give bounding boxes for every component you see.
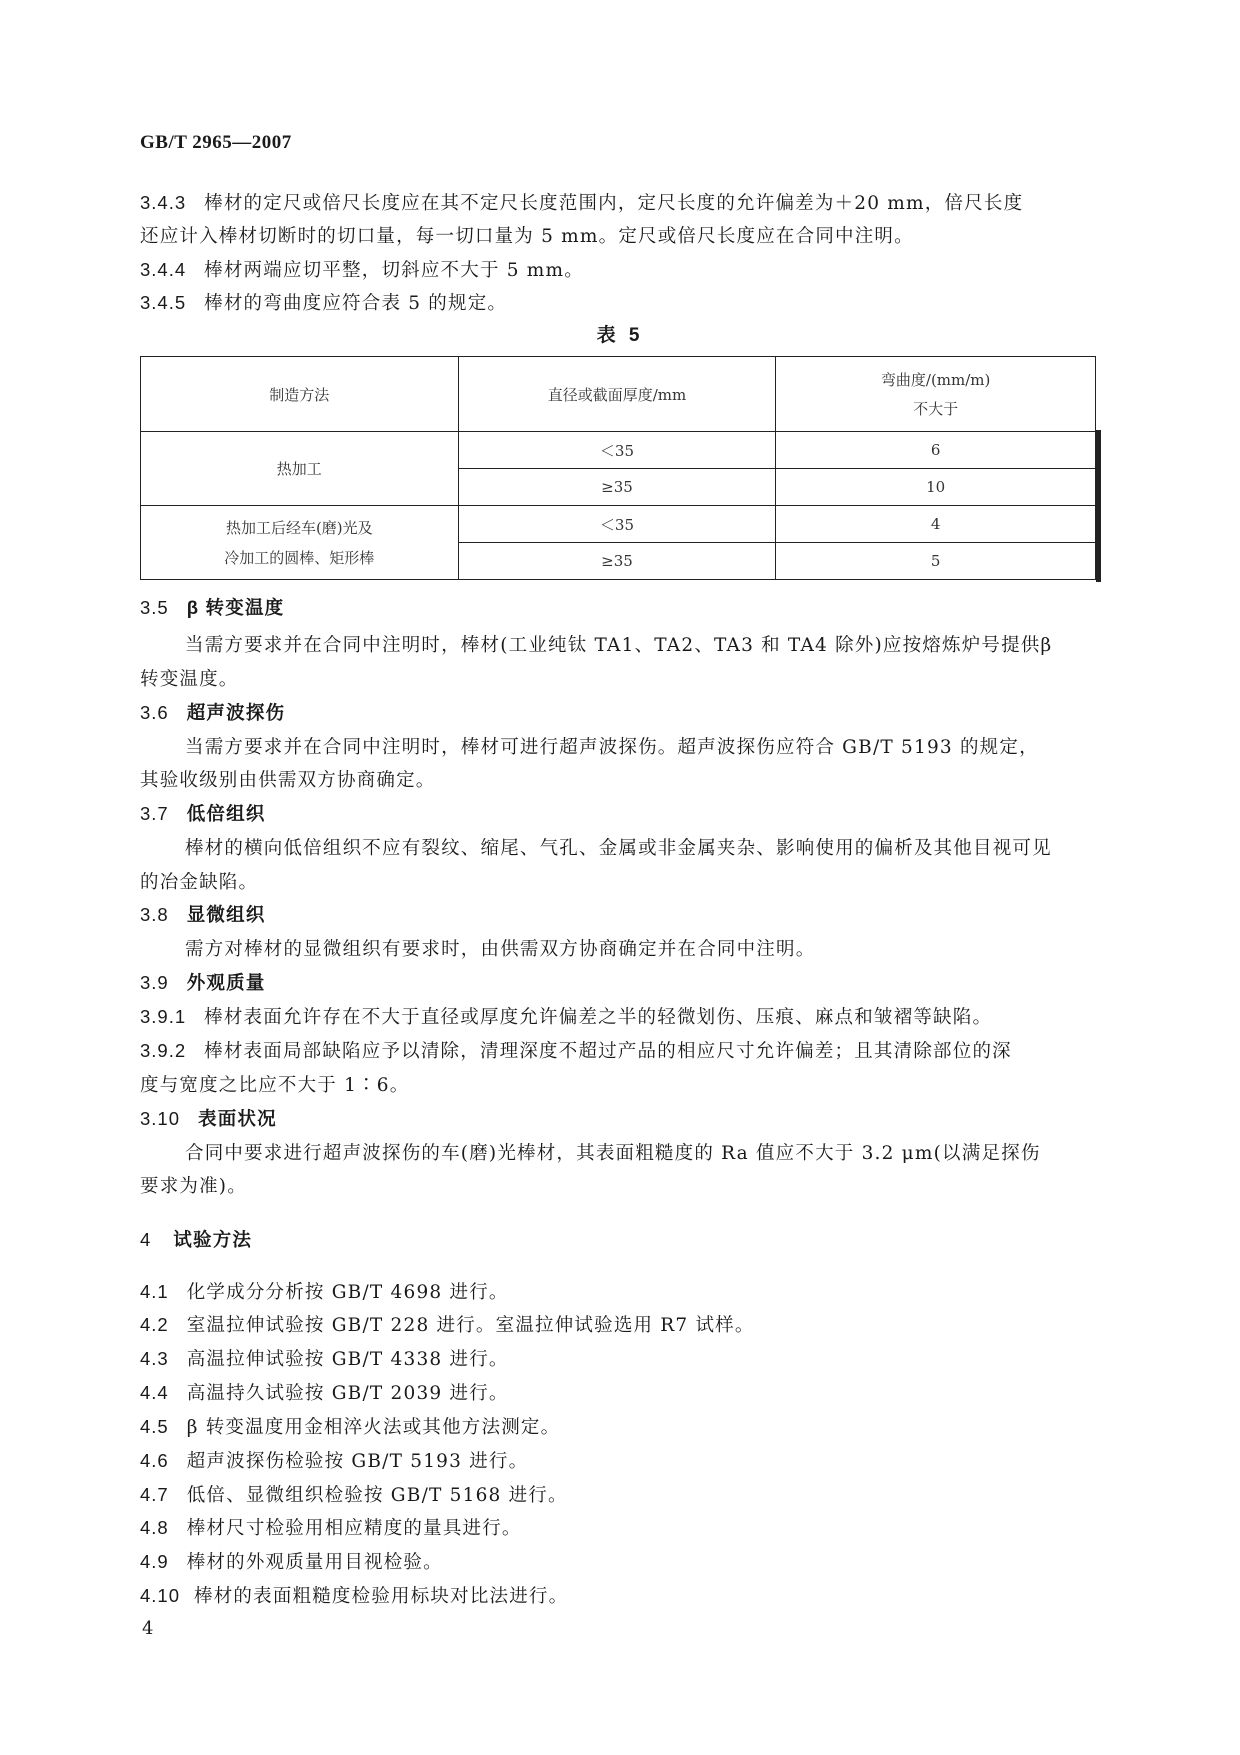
paragraph-text: 的冶金缺陷。 <box>140 872 259 893</box>
section-heading <box>140 1105 277 1131</box>
section-title: β 转变温度 <box>186 597 285 618</box>
method-item <box>140 1379 509 1405</box>
clause-number: 3.4.4 <box>140 259 187 280</box>
method-item <box>140 1514 522 1540</box>
method-text: 棒材尺寸检验用相应精度的量具进行。 <box>186 1518 522 1539</box>
section-number: 3.5 <box>140 597 169 618</box>
clause-number: 3.4.3 <box>140 192 187 213</box>
clause-number: 3.4.5 <box>140 292 187 313</box>
section-number: 3.7 <box>140 803 169 824</box>
method-text: 棒材的外观质量用目视检验。 <box>186 1552 443 1573</box>
paragraph <box>140 766 436 792</box>
method-number: 4.1 <box>140 1281 169 1302</box>
size-cell: ≥35 <box>458 543 776 580</box>
method-line: 冷加工的圆棒、矩形棒 <box>224 548 375 567</box>
header-curvature <box>776 357 1096 432</box>
method-text: β 转变温度用金相淬火法或其他方法测定。 <box>186 1417 561 1438</box>
method-line: 热加工后经车(磨)光及 <box>225 518 373 537</box>
section-title: 表面状况 <box>198 1108 277 1129</box>
method-text: 室温拉伸试验按 GB/T 228 进行。室温拉伸试验选用 R7 试样。 <box>186 1315 755 1336</box>
clause-number: 3.9.2 <box>140 1040 187 1061</box>
paragraph <box>185 733 1039 759</box>
paragraph-text: 合同中要求进行超声波探伤的车(磨)光棒材，其表面粗糙度的 Ra 值应不大于 3.2 μm(以满足探伤 <box>185 1143 1041 1164</box>
method-number: 4.5 <box>140 1416 169 1437</box>
method-number: 4.3 <box>140 1348 169 1369</box>
header-method: 制造方法 <box>141 357 459 432</box>
paragraph <box>140 868 258 894</box>
chapter-heading <box>140 1226 252 1252</box>
section-heading <box>140 699 285 725</box>
value-cell: 6 <box>776 432 1096 469</box>
size-cell: ＜35 <box>458 506 776 543</box>
method-text: 化学成分分析按 GB/T 4698 进行。 <box>186 1282 509 1303</box>
paragraph-text: 转变温度。 <box>140 669 239 690</box>
clause-3-4-5 <box>140 289 507 315</box>
size-cell: ＜35 <box>458 432 776 469</box>
paragraph <box>185 935 815 961</box>
clause-3-4-3-cont <box>140 222 914 248</box>
section-heading <box>140 594 284 620</box>
method-number: 4.10 <box>140 1585 181 1606</box>
method-text: 棒材的表面粗糙度检验用标块对比法进行。 <box>194 1586 569 1607</box>
clause-3-4-4 <box>140 256 584 282</box>
method-item <box>140 1278 509 1304</box>
chapter-title: 试验方法 <box>173 1229 253 1250</box>
method-number: 4.6 <box>140 1450 169 1471</box>
method-number: 4.7 <box>140 1484 169 1505</box>
value-cell: 4 <box>776 506 1096 543</box>
standard-code: GB/T 2965—2007 <box>140 132 292 153</box>
paragraph-text: 当需方要求并在合同中注明时，棒材(工业纯钛 TA1、TA2、TA3 和 TA4 除外)应按熔炼炉号提供β <box>185 635 1053 656</box>
page-number: 4 <box>142 1618 154 1639</box>
method-item <box>140 1548 443 1574</box>
method-item <box>140 1447 528 1473</box>
method-cell: 热加工 <box>141 432 459 506</box>
paragraph-text: 其验收级别由供需双方协商确定。 <box>140 770 436 791</box>
paragraph <box>185 834 1052 860</box>
clause-text: 棒材表面允许存在不大于直径或厚度允许偏差之半的轻微划伤、压痕、麻点和皱褶等缺陷。 <box>204 1007 993 1028</box>
chapter-number: 4 <box>140 1229 152 1250</box>
table-5 <box>140 356 1096 580</box>
section-number: 3.9 <box>140 972 169 993</box>
section-number: 3.10 <box>140 1108 181 1129</box>
table-caption: 表 5 <box>596 325 644 346</box>
clause-text: 度与宽度之比应不大于 1∶6。 <box>140 1075 410 1096</box>
method-text: 低倍、显微组织检验按 GB/T 5168 进行。 <box>186 1485 568 1506</box>
paragraph <box>140 665 239 691</box>
method-cell <box>141 506 459 580</box>
clause-3-9-2 <box>140 1037 1012 1063</box>
size-cell: ≥35 <box>458 469 776 506</box>
section-heading <box>140 901 266 927</box>
paragraph <box>140 1172 247 1198</box>
header-curvature-line1: 弯曲度/(mm/m) <box>880 371 991 389</box>
section-title: 低倍组织 <box>186 803 266 824</box>
method-item <box>140 1311 755 1337</box>
section-title: 显微组织 <box>186 904 266 925</box>
table-row <box>141 506 1096 543</box>
clause-3-4-3 <box>140 189 1023 215</box>
clause-text: 棒材两端应切平整，切斜应不大于 5 mm。 <box>204 260 584 281</box>
clause-text: 还应计入棒材切断时的切口量，每一切口量为 5 mm。定尺或倍尺长度应在合同中注明。 <box>140 226 914 247</box>
table-header-row <box>141 357 1096 432</box>
method-text: 超声波探伤检验按 GB/T 5193 进行。 <box>186 1451 529 1472</box>
header-diameter: 直径或截面厚度/mm <box>458 357 776 432</box>
method-item <box>140 1345 509 1371</box>
method-item <box>140 1481 568 1507</box>
method-number: 4.8 <box>140 1517 169 1538</box>
method-number: 4.4 <box>140 1382 169 1403</box>
section-title: 超声波探伤 <box>186 702 286 723</box>
value-cell: 10 <box>776 469 1096 506</box>
header-curvature-line2: 不大于 <box>913 400 959 418</box>
section-heading <box>140 800 266 826</box>
paragraph-text: 棒材的横向低倍组织不应有裂纹、缩尾、气孔、金属或非金属夹杂、影响使用的偏析及其他目视可见 <box>185 838 1052 859</box>
table-edge-shadow <box>1096 430 1101 582</box>
method-text: 高温拉伸试验按 GB/T 4338 进行。 <box>186 1349 509 1370</box>
paragraph-text: 当需方要求并在合同中注明时，棒材可进行超声波探伤。超声波探伤应符合 GB/T 5193 的规定， <box>185 737 1039 758</box>
clause-text: 棒材的弯曲度应符合表 5 的规定。 <box>204 293 508 314</box>
paragraph <box>185 1139 1041 1165</box>
method-text: 高温持久试验按 GB/T 2039 进行。 <box>186 1383 509 1404</box>
section-number: 3.8 <box>140 904 169 925</box>
clause-number: 3.9.1 <box>140 1006 187 1027</box>
clause-text: 棒材表面局部缺陷应予以清除，清理深度不超过产品的相应尺寸允许偏差；且其清除部位的深 <box>204 1041 1012 1062</box>
clause-3-9-1 <box>140 1003 992 1029</box>
clause-text: 棒材的定尺或倍尺长度应在其不定尺长度范围内，定尺长度的允许偏差为＋20 mm，倍尺长度 <box>204 193 1024 214</box>
method-item <box>140 1413 560 1439</box>
section-heading <box>140 969 266 995</box>
paragraph-text: 要求为准)。 <box>140 1176 247 1197</box>
paragraph <box>185 631 1052 657</box>
section-number: 3.6 <box>140 702 169 723</box>
section-title: 外观质量 <box>186 972 266 993</box>
table-row <box>141 432 1096 469</box>
clause-3-9-2-cont <box>140 1071 409 1097</box>
method-number: 4.9 <box>140 1551 169 1572</box>
paragraph-text: 需方对棒材的显微组织有要求时，由供需双方协商确定并在合同中注明。 <box>185 939 816 960</box>
method-item <box>140 1582 568 1608</box>
method-number: 4.2 <box>140 1314 169 1335</box>
value-cell: 5 <box>776 543 1096 580</box>
